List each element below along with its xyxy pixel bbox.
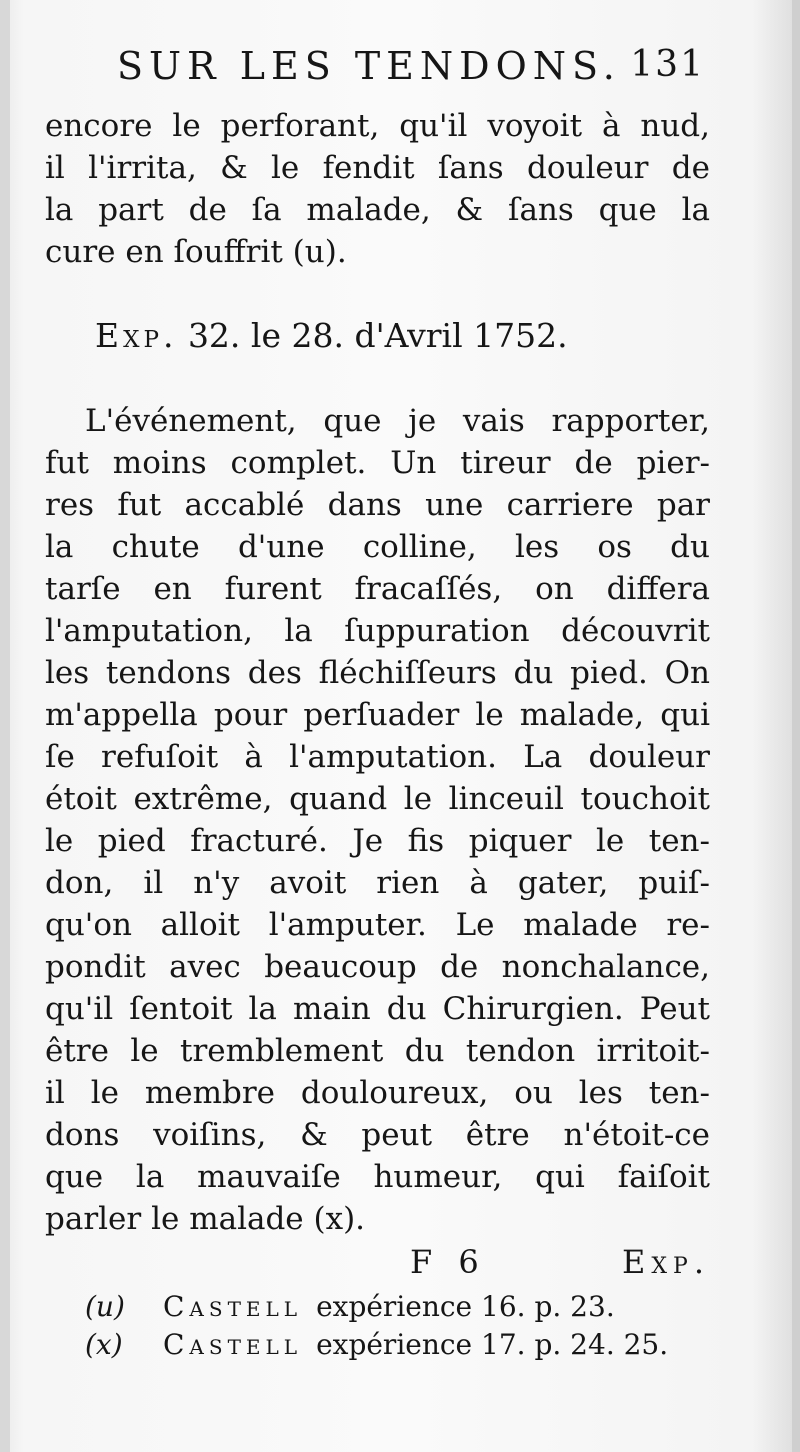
text-line: la part de ſa malade, & ſans que la <box>45 192 710 228</box>
running-head <box>45 40 705 96</box>
text-line: que la mauvaiſe humeur, qui faiſoit <box>45 1159 710 1195</box>
text-line: l'amputation, la ſuppuration découvrit <box>45 613 710 649</box>
footnote-author: Castell <box>163 1290 303 1323</box>
text-line: res fut accablé dans une carriere par <box>45 487 710 523</box>
text-line: m'appella pour perſuader le malade, qui <box>45 697 710 733</box>
text-line: qu'on alloit l'amputer. Le malade re- <box>45 907 710 943</box>
running-head-title: SUR LES TENDONS. <box>117 44 621 88</box>
footnote-mark: (x) <box>85 1328 123 1361</box>
experiment-label: Exp. <box>95 316 178 355</box>
text-line: le pied fracturé. Je fis piquer le ten- <box>45 823 710 859</box>
text-line: il le membre douloureux, ou les ten- <box>45 1075 710 1111</box>
text-line: ſe refuſoit à l'amputation. La douleur <box>45 739 710 775</box>
page-number: 131 <box>630 44 705 85</box>
text-line: encore le perforant, qu'il voyoit à nud, <box>45 108 710 144</box>
signature-mark: F 6 <box>410 1243 487 1281</box>
text-line: il l'irrita, & le fendit ſans douleur de <box>45 150 710 186</box>
footnote <box>85 1288 725 1326</box>
experiment-heading <box>95 316 715 355</box>
text-line: don, il n'y avoit rien à gater, puiſ- <box>45 865 710 901</box>
paragraph-main <box>45 400 710 1240</box>
footnotes <box>85 1288 725 1364</box>
page-edge-left <box>0 0 10 1452</box>
footnote-author: Castell <box>163 1328 303 1361</box>
paragraph-continued <box>45 105 710 273</box>
text-line: L'événement, que je vais rapporter, <box>85 403 710 439</box>
experiment-date: 32. le 28. d'Avril 1752. <box>187 316 568 355</box>
text-line: étoit extrême, quand le linceuil touchoit <box>45 781 710 817</box>
footnote-text: expérience 17. p. 24. 25. <box>316 1328 669 1361</box>
text-line: la chute d'une colline, les os du <box>45 529 710 565</box>
text-line: cure en ſouffrit (u). <box>45 234 347 270</box>
footnote-mark: (u) <box>85 1290 125 1323</box>
text-line: tarſe en furent fracaſſés, on differa <box>45 571 710 607</box>
text-line: les tendons des fléchiſſeurs du pied. On <box>45 655 710 691</box>
text-line: pondit avec beaucoup de nonchalance, <box>45 949 710 985</box>
text-line: qu'il ſentoit la main du Chirurgien. Peut <box>45 991 710 1027</box>
catchword-line <box>410 1243 710 1283</box>
text-line: être le tremblement du tendon irritoit- <box>45 1033 710 1069</box>
page-edge-right <box>792 0 800 1452</box>
catchword: Exp. <box>622 1243 710 1281</box>
footnote <box>85 1326 725 1364</box>
text-line: fut moins complet. Un tireur de pier- <box>45 445 710 481</box>
footnote-text: expérience 16. p. 23. <box>316 1290 615 1323</box>
text-line: dons voiſins, & peut être n'étoit-ce <box>45 1117 710 1153</box>
text-line: parler le malade (x). <box>45 1201 366 1237</box>
